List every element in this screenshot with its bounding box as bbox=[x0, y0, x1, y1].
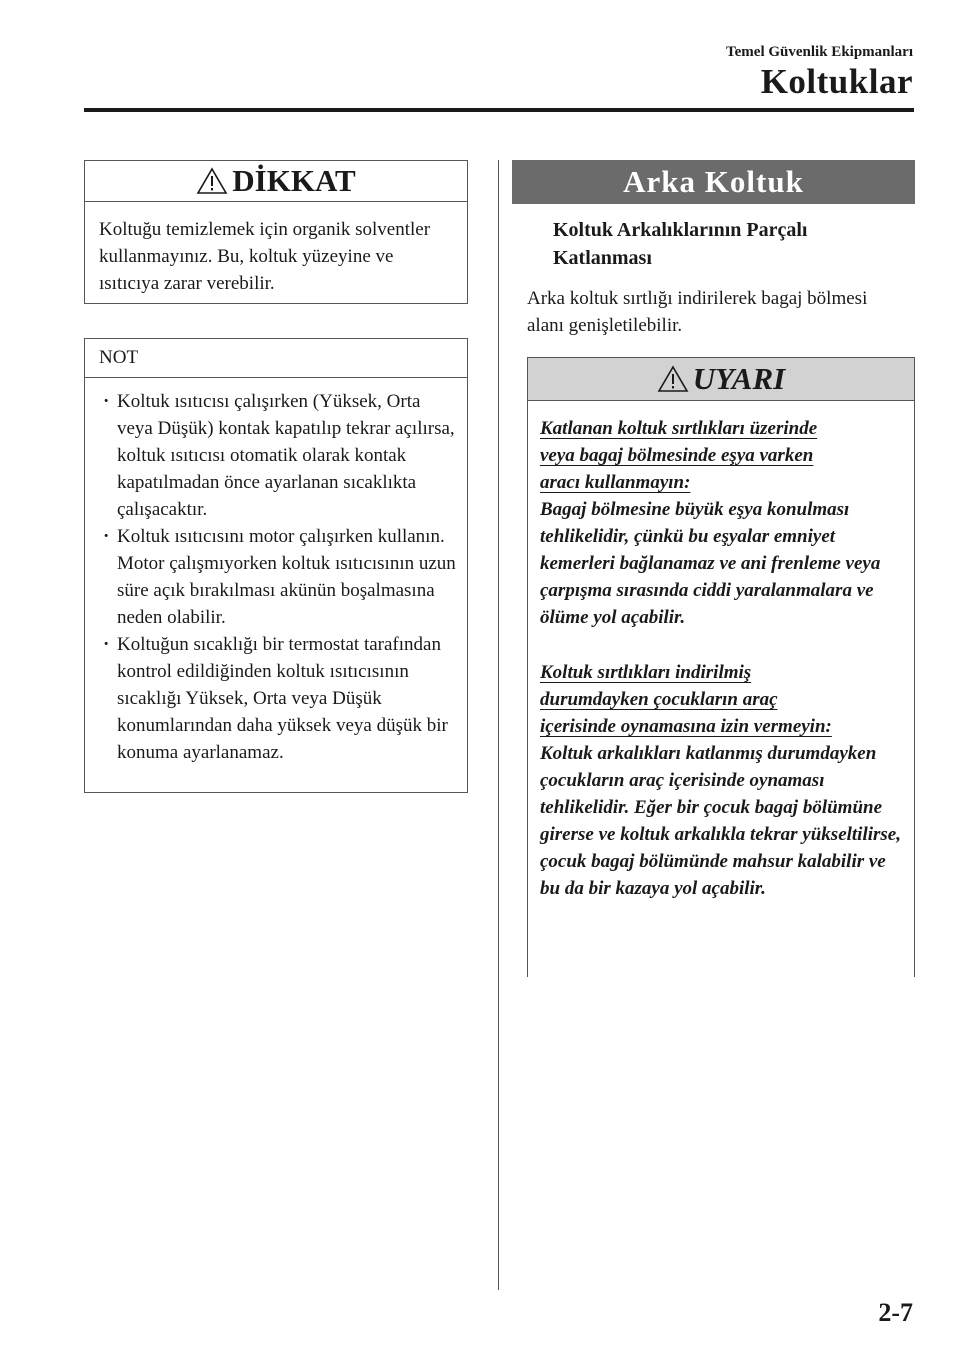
spacer bbox=[540, 631, 904, 659]
warning-triangle-icon bbox=[196, 167, 228, 195]
caution-text: Koltuğu temizlemek için organik solventler kullanmayınız. Bu, koltuk yüzeyine ve ısıtıcıya zarar verebilir. bbox=[99, 219, 431, 294]
warning-heading: içerisinde oynamasına izin vermeyin: bbox=[540, 716, 832, 737]
warning-body bbox=[528, 401, 914, 902]
warning-triangle-icon bbox=[657, 365, 689, 393]
subheading: Koltuk Arkalıklarının Parçalı Katlanması bbox=[553, 219, 808, 269]
section-title-banner: Arka Koltuk bbox=[512, 160, 915, 204]
running-header-section: Temel Güvenlik Ekipmanları bbox=[726, 44, 913, 60]
warning-text: Koltuk arkalıkları katlanmış durumdayken çocukların araç içerisinde oynaması tehlikelidir. Eğer bir çocuk bagaj bölümüne girerse ve koltuk arkalıkla tekrar yükseltilirse, çocuk bagaj bölümünde mahsur kalabilir ve bu da bir kazaya yol açabilir. bbox=[540, 743, 901, 899]
note-title: NOT bbox=[85, 339, 467, 378]
note-item: · Koltuğun sıcaklığı bir termostat tarafından kontrol edildiğinden koltuk ısıtıcısının sıcaklığı Yüksek, Orta veya Düşük konumlarından daha yüksek veya düşük bir konuma ayarlanamaz. bbox=[99, 631, 459, 766]
warning-title: UYARI bbox=[692, 361, 786, 396]
header-rule bbox=[84, 108, 914, 112]
warning-heading: durumdayken çocukların araç bbox=[540, 689, 778, 710]
caution-box bbox=[84, 160, 468, 304]
caution-title: DİKKAT bbox=[232, 163, 356, 198]
note-item: · Koltuk ısıtıcısı çalışırken (Yüksek, Orta veya Düşük) kontak kapatılıp tekrar açılırsa, koltuk ısıtıcısı otomatik olarak kontak kapatılmadan önce ayarlanan sıcaklıkta çalışacaktır. bbox=[99, 388, 459, 523]
column-divider bbox=[498, 160, 499, 1290]
intro-paragraph: Arka koltuk sırtlığı indirilerek bagaj bölmesi alanı genişletilebilir. bbox=[527, 288, 868, 336]
page-number: 2-7 bbox=[878, 1298, 913, 1327]
note-item: · Koltuk ısıtıcısını motor çalışırken kullanın. Motor çalışmıyorken koltuk ısıtıcısının uzun süre açık bırakılması akünün boşalmasına neden olabilir. bbox=[99, 523, 459, 631]
warning-header bbox=[528, 358, 914, 401]
warning-heading: aracı kullanmayın: bbox=[540, 472, 691, 493]
note-box bbox=[84, 338, 468, 793]
running-header-chapter: Koltuklar bbox=[760, 62, 913, 101]
warning-heading: Koltuk sırtlıkları indirilmiş bbox=[540, 662, 752, 683]
warning-heading: veya bagaj bölmesinde eşya varken bbox=[540, 445, 814, 466]
caution-header bbox=[85, 161, 467, 202]
warning-text: Bagaj bölmesine büyük eşya konulması tehlikelidir, çünkü bu eşyalar emniyet kemerleri bağlanamaz ve ani frenleme veya çarpışma sırasında ciddi yaralanmalara ve ölüme yol açabilir. bbox=[540, 499, 881, 628]
warning-heading: Katlanan koltuk sırtlıkları üzerinde bbox=[540, 418, 818, 439]
note-list bbox=[85, 378, 467, 766]
warning-box bbox=[527, 357, 915, 977]
